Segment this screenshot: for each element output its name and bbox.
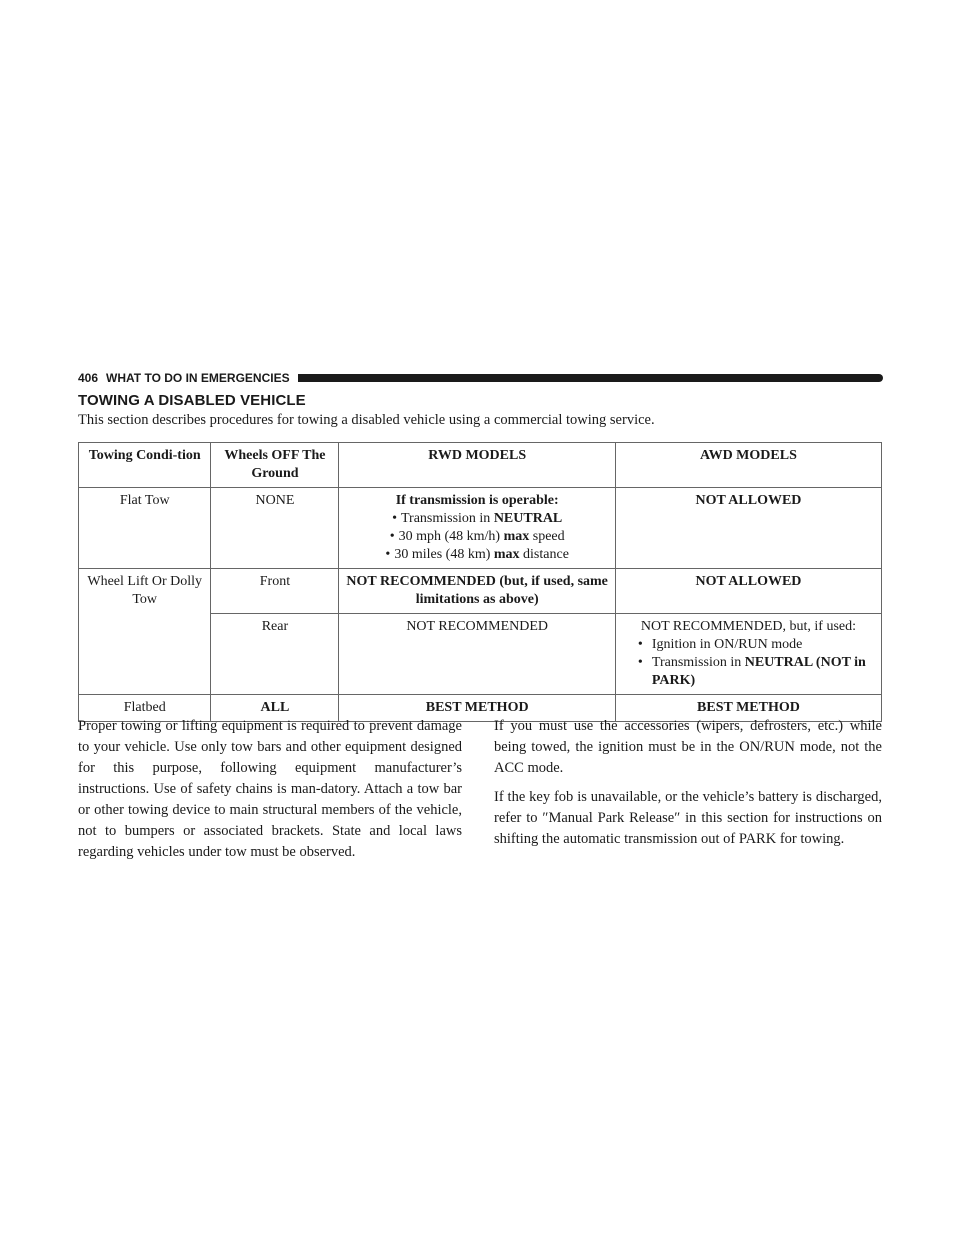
rwd-heading: If transmission is operable: <box>395 493 559 508</box>
page-number: 406 <box>78 371 99 385</box>
cell-awd: NOT ALLOWED <box>615 569 881 614</box>
body-right-column <box>494 716 882 858</box>
awd-heading: NOT RECOMMENDED, but, if used: <box>640 619 857 634</box>
cell-wheels: ALL <box>211 695 339 722</box>
paragraph: If you must use the accessories (wipers, defrosters, etc.) while being towed, the ignition must be in the ON/RUN mode, not the ACC mode. <box>494 718 882 776</box>
list-item: • Transmission in NEUTRAL (NOT in PARK) <box>638 654 877 690</box>
header-towing-condition: Towing Condi-tion <box>79 443 211 488</box>
cell-rwd: NOT RECOMMENDED (but, if used, same limitations as above) <box>339 569 615 614</box>
table-header-row <box>79 443 882 488</box>
list-item: • Ignition in ON/RUN mode <box>638 636 877 654</box>
header-wheels-off: Wheels OFF The Ground <box>211 443 339 488</box>
cell-wheels: NONE <box>211 488 339 569</box>
paragraph: If the key fob is unavailable, or the vehicle’s battery is discharged, refer to ″Manual Park Release″ in this section for instructions on shifting the automatic transmission out of PARK for towing. <box>494 789 882 847</box>
cell-wheels: Rear <box>211 614 339 695</box>
list-item: • 30 mph (48 km/h) max speed <box>343 528 610 546</box>
header-awd-models: AWD MODELS <box>615 443 881 488</box>
awd-bullets <box>620 636 877 690</box>
cell-rwd <box>339 488 615 569</box>
cell-awd: NOT ALLOWED <box>615 488 881 569</box>
intro-text: This section describes procedures for towing a disabled vehicle using a commercial towing service. <box>78 412 655 428</box>
rwd-bullets <box>343 510 610 564</box>
list-item: • Transmission in NEUTRAL <box>343 510 610 528</box>
towing-table <box>78 442 882 722</box>
cell-condition: Flat Tow <box>79 488 211 569</box>
header-rwd-models: RWD MODELS <box>339 443 615 488</box>
cell-condition: Wheel Lift Or Dolly Tow <box>79 569 211 695</box>
list-item: • 30 miles (48 km) max distance <box>343 546 610 564</box>
cell-rwd: BEST METHOD <box>339 695 615 722</box>
header-rule <box>298 374 883 382</box>
cell-awd <box>615 614 881 695</box>
page-header <box>78 370 883 386</box>
cell-rwd: NOT RECOMMENDED <box>339 614 615 695</box>
body-left-column <box>78 716 462 871</box>
section-title: WHAT TO DO IN EMERGENCIES <box>106 371 290 385</box>
table-row <box>79 488 882 569</box>
page-title: TOWING A DISABLED VEHICLE <box>78 392 306 409</box>
cell-wheels: Front <box>211 569 339 614</box>
table-row <box>79 569 882 614</box>
paragraph: Proper towing or lifting equipment is required to prevent damage to your vehicle. Use only tow bars and other equipment designed for this purpose, following equipment manufacturer’s instructions. Use of safety chains is man-datory. Attach a tow bar or other towing device to main structural members of the vehicle, not to bumpers or associated brackets. State and local laws regarding vehicles under tow must be observed. <box>78 718 462 860</box>
cell-condition: Flatbed <box>79 695 211 722</box>
cell-awd: BEST METHOD <box>615 695 881 722</box>
